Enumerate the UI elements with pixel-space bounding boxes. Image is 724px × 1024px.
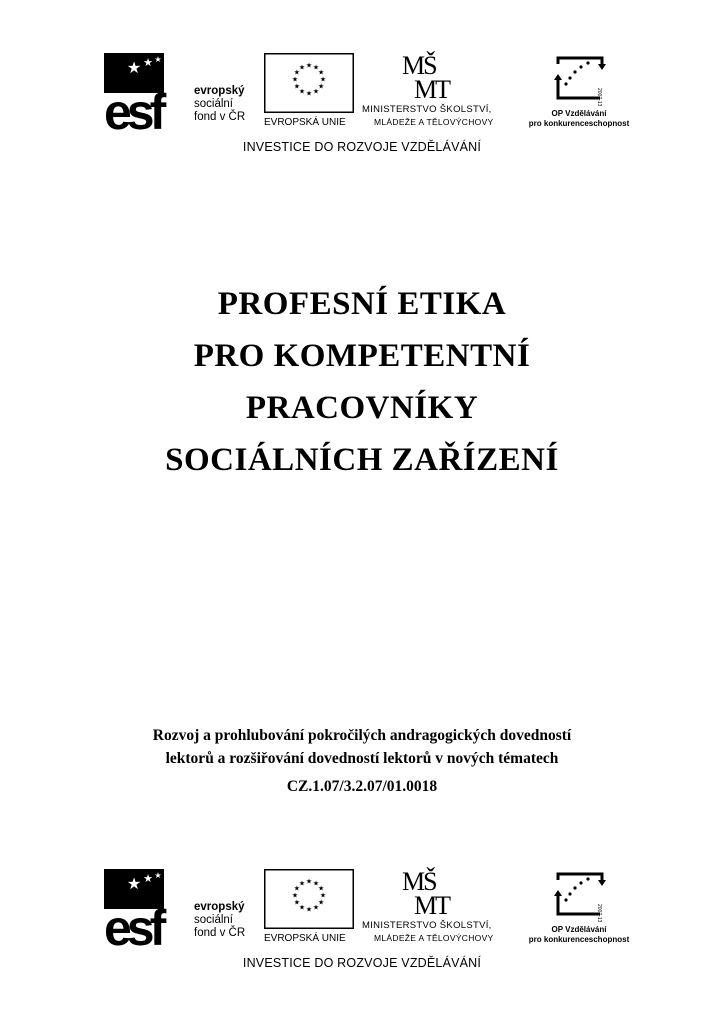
op-logo	[524, 50, 634, 132]
op-line1: OP Vzdělávání	[551, 109, 607, 118]
op-logo	[524, 866, 634, 948]
title-line-1: PROFESNÍ ETIKA	[217, 286, 507, 322]
svg-text:★: ★	[293, 884, 301, 893]
svg-text:★: ★	[298, 903, 306, 912]
msmt-logo	[362, 866, 522, 948]
svg-text:★: ★	[305, 89, 313, 98]
svg-text:★: ★	[154, 55, 162, 64]
svg-text:★: ★	[312, 63, 320, 72]
svg-text:★: ★	[143, 56, 153, 69]
svg-text:★: ★	[317, 884, 325, 893]
svg-text:★: ★	[291, 75, 299, 84]
msmt-mark-icon	[400, 866, 478, 916]
svg-text:esf: esf	[104, 84, 162, 131]
svg-text:★: ★	[305, 877, 313, 886]
op-mark-icon	[544, 870, 614, 922]
svg-text:★: ★	[317, 898, 325, 907]
op-line2: pro konkurenceschopnost	[528, 119, 630, 128]
svg-text:★: ★	[293, 82, 301, 91]
svg-text:★: ★	[126, 874, 142, 893]
svg-text:MŠ: MŠ	[402, 867, 436, 896]
svg-text:esf: esf	[104, 900, 162, 947]
svg-text:★: ★	[154, 871, 162, 880]
title-line-4: SOCIÁLNÍCH ZAŘÍZENÍ	[165, 442, 559, 478]
esf-logo	[104, 53, 266, 131]
msmt-line2: MLÁDEŽE A TĚLOVÝCHOVY	[374, 117, 494, 127]
esf-line1: evropský	[194, 85, 245, 97]
esf-caption	[194, 901, 245, 940]
svg-text:2007-13: 2007-13	[596, 88, 602, 106]
svg-text:★: ★	[298, 879, 306, 888]
svg-text:★: ★	[293, 68, 301, 77]
title-line-3: PRACOVNÍKY	[245, 390, 479, 426]
eu-logo	[264, 869, 356, 949]
svg-text:★: ★	[126, 58, 142, 77]
project-line-2: lektorů a rozšiřování dovedností lektorů v nových tématech	[165, 750, 559, 767]
esf-caption	[194, 85, 245, 124]
svg-text:★: ★	[293, 898, 301, 907]
header-logo-band	[0, 50, 724, 162]
esf-line3: fond v ČR	[194, 111, 246, 123]
op-line2: pro konkurenceschopnost	[528, 935, 630, 944]
svg-text:★: ★	[143, 872, 153, 885]
op-line1: OP Vzdělávání	[551, 925, 607, 934]
project-code: CZ.1.07/3.2.07/01.0018	[286, 778, 438, 795]
svg-text:★: ★	[319, 891, 327, 900]
svg-text:★: ★	[312, 903, 320, 912]
esf-line2: sociální	[194, 98, 233, 110]
eu-label: EVROPSKÁ UNIE	[264, 117, 346, 128]
svg-text:★: ★	[312, 87, 320, 96]
eu-logo	[264, 53, 356, 133]
esf-mark-icon	[104, 53, 188, 131]
esf-line3: fond v ČR	[194, 927, 246, 939]
project-name	[0, 724, 724, 770]
esf-line2: sociální	[194, 914, 233, 926]
msmt-logo	[362, 50, 522, 132]
msmt-line1: MINISTERSTVO ŠKOLSTVÍ,	[362, 920, 492, 931]
svg-text:★: ★	[319, 75, 327, 84]
op-mark-icon	[544, 54, 614, 106]
msmt-mark-icon	[400, 50, 478, 100]
document-title	[0, 278, 724, 486]
esf-logo	[104, 869, 266, 947]
svg-text:★: ★	[305, 61, 313, 70]
svg-text:MT: MT	[414, 891, 449, 916]
svg-text:★: ★	[312, 879, 320, 888]
svg-text:★: ★	[305, 905, 313, 914]
svg-text:★: ★	[298, 87, 306, 96]
eu-flag-icon	[264, 53, 354, 113]
svg-text:★: ★	[291, 891, 299, 900]
svg-text:2007-13: 2007-13	[596, 904, 602, 922]
msmt-line1: MINISTERSTVO ŠKOLSTVÍ,	[362, 104, 492, 115]
title-line-2: PRO KOMPETENTNÍ	[193, 338, 531, 374]
esf-line1: evropský	[194, 901, 245, 913]
msmt-line2: MLÁDEŽE A TĚLOVÝCHOVY	[374, 933, 494, 943]
svg-text:★: ★	[317, 68, 325, 77]
eu-flag-icon	[264, 869, 354, 929]
svg-text:★: ★	[317, 82, 325, 91]
header-tagline: INVESTICE DO ROZVOJE VZDĚLÁVÁNÍ	[242, 140, 482, 154]
footer-tagline: INVESTICE DO ROZVOJE VZDĚLÁVÁNÍ	[242, 956, 482, 970]
esf-mark-icon	[104, 869, 188, 947]
eu-label: EVROPSKÁ UNIE	[264, 933, 346, 944]
project-line-1: Rozvoj a prohlubování pokročilých andragogických dovedností	[152, 727, 572, 744]
svg-text:MŠ: MŠ	[402, 51, 436, 80]
svg-text:★: ★	[298, 63, 306, 72]
footer-logo-band	[0, 866, 724, 978]
svg-text:MT: MT	[414, 75, 449, 100]
